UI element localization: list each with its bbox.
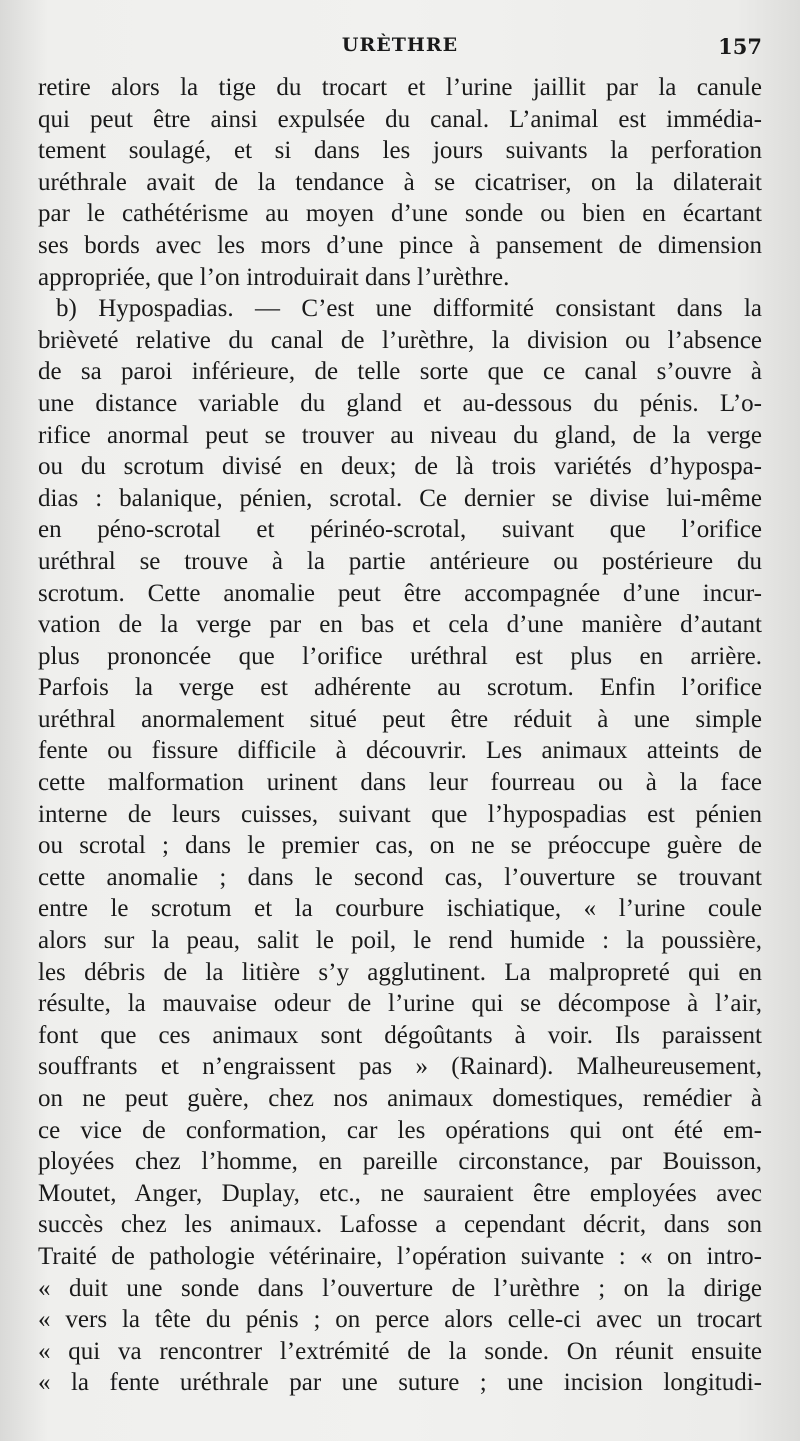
text-line: « la fente uréthrale par une suture ; une incision longitudi- bbox=[38, 1369, 762, 1397]
text-line: qui peut être ainsi expulsée du canal. L’animal est immédia- bbox=[38, 105, 762, 133]
text-line: une distance variable du gland et au-dessous du pénis. L’o- bbox=[38, 389, 762, 417]
text-line: ployées chez l’homme, en pareille circonstance, par Bouisson, bbox=[38, 1148, 762, 1176]
text-line: retire alors la tige du trocart et l’urine jaillit par la canule bbox=[38, 74, 762, 101]
text-line: en péno-scrotal et périnéo-scrotal, suivant que l’orifice bbox=[38, 516, 762, 544]
text-line: on ne peut guère, chez nos animaux domestiques, remédier à bbox=[38, 1085, 762, 1112]
text-line: souffrants et n’engraissent pas » (Rainard). Malheureusement, bbox=[38, 1053, 762, 1081]
text-line: « duit une sonde dans l’ouverture de l’urèthre ; on la dirige bbox=[38, 1274, 762, 1302]
text-line: cette malformation urinent dans leur fourreau ou à la face bbox=[38, 769, 762, 797]
text-line: entre le scrotum et la courbure ischiatique, « l’urine coule bbox=[38, 895, 762, 923]
text-line: plus prononcée que l’orifice uréthral est plus en arrière. bbox=[38, 642, 762, 670]
body-text bbox=[38, 72, 762, 1399]
text-line: rifice anormal peut se trouver au niveau du gland, de la verge bbox=[38, 421, 762, 449]
text-line: b) Hypospadias. — C’est une difformité consistant dans la bbox=[56, 295, 762, 323]
text-line: font que ces animaux sont dégoûtants à voir. Ils paraissent bbox=[38, 1021, 762, 1049]
text-line: ce vice de conformation, car les opérations qui ont été em- bbox=[38, 1116, 762, 1144]
text-line: uréthral se trouve à la partie antérieure ou postérieure du bbox=[38, 547, 762, 575]
text-line: tement soulagé, et si dans les jours suivants la perforation bbox=[38, 137, 762, 165]
text-line: uréthral anormalement situé peut être réduit à une simple bbox=[38, 705, 762, 733]
text-line: cette anomalie ; dans le second cas, l’ouverture se trouvant bbox=[38, 863, 762, 891]
text-line: « qui va rencontrer l’extrémité de la sonde. On réunit ensuite bbox=[38, 1337, 762, 1365]
text-line: ou du scrotum divisé en deux; de là trois variétés d’hypospa- bbox=[38, 453, 762, 481]
text-line: les débris de la litière s’y agglutinent. La malpropreté qui en bbox=[38, 958, 762, 986]
text-line: succès chez les animaux. Lafosse a cependant décrit, dans son bbox=[38, 1211, 762, 1239]
text-line: résulte, la mauvaise odeur de l’urine qui se décompose à l’air, bbox=[38, 990, 762, 1018]
text-line: alors sur la peau, salit le poil, le rend humide : la poussière, bbox=[38, 927, 762, 955]
text-line: « vers la tête du pénis ; on perce alors celle-ci avec un trocart bbox=[38, 1306, 762, 1334]
text-line: uréthrale avait de la tendance à se cicatriser, on la dilaterait bbox=[38, 168, 762, 196]
text-line: ses bords avec les mors d’une pince à pansement de dimension bbox=[38, 231, 762, 259]
text-line: scrotum. Cette anomalie peut être accompagnée d’une incur- bbox=[38, 579, 762, 607]
text-line: ou scrotal ; dans le premier cas, on ne se préoccupe guère de bbox=[38, 832, 762, 860]
text-line: fente ou fissure difficile à découvrir. Les animaux atteints de bbox=[38, 737, 762, 765]
text-line: vation de la verge par en bas et cela d’une manière d’autant bbox=[38, 611, 762, 639]
text-line: brièveté relative du canal de l’urèthre, la division ou l’absence bbox=[38, 326, 762, 354]
page-number: 157 bbox=[718, 34, 762, 59]
text-line: Moutet, Anger, Duplay, etc., ne sauraient être employées avec bbox=[38, 1179, 762, 1207]
text-line: Parfois la verge est adhérente au scrotum. Enfin l’orifice bbox=[38, 674, 762, 702]
text-line: interne de leurs cuisses, suivant que l’hypospadias est pénien bbox=[38, 800, 762, 828]
text-line: de sa paroi inférieure, de telle sorte que ce canal s’ouvre à bbox=[38, 358, 762, 386]
text-line: appropriée, que l’on introduirait dans l’urèthre. bbox=[38, 263, 510, 291]
text-line: Traité de pathologie vétérinaire, l’opération suivante : « on intro- bbox=[38, 1242, 762, 1270]
running-title: URÈTHRE bbox=[341, 34, 459, 56]
page-header bbox=[38, 28, 762, 64]
text-line: dias : balanique, pénien, scrotal. Ce dernier se divise lui-même bbox=[38, 484, 762, 512]
text-line: par le cathétérisme au moyen d’une sonde ou bien en écartant bbox=[38, 200, 762, 228]
